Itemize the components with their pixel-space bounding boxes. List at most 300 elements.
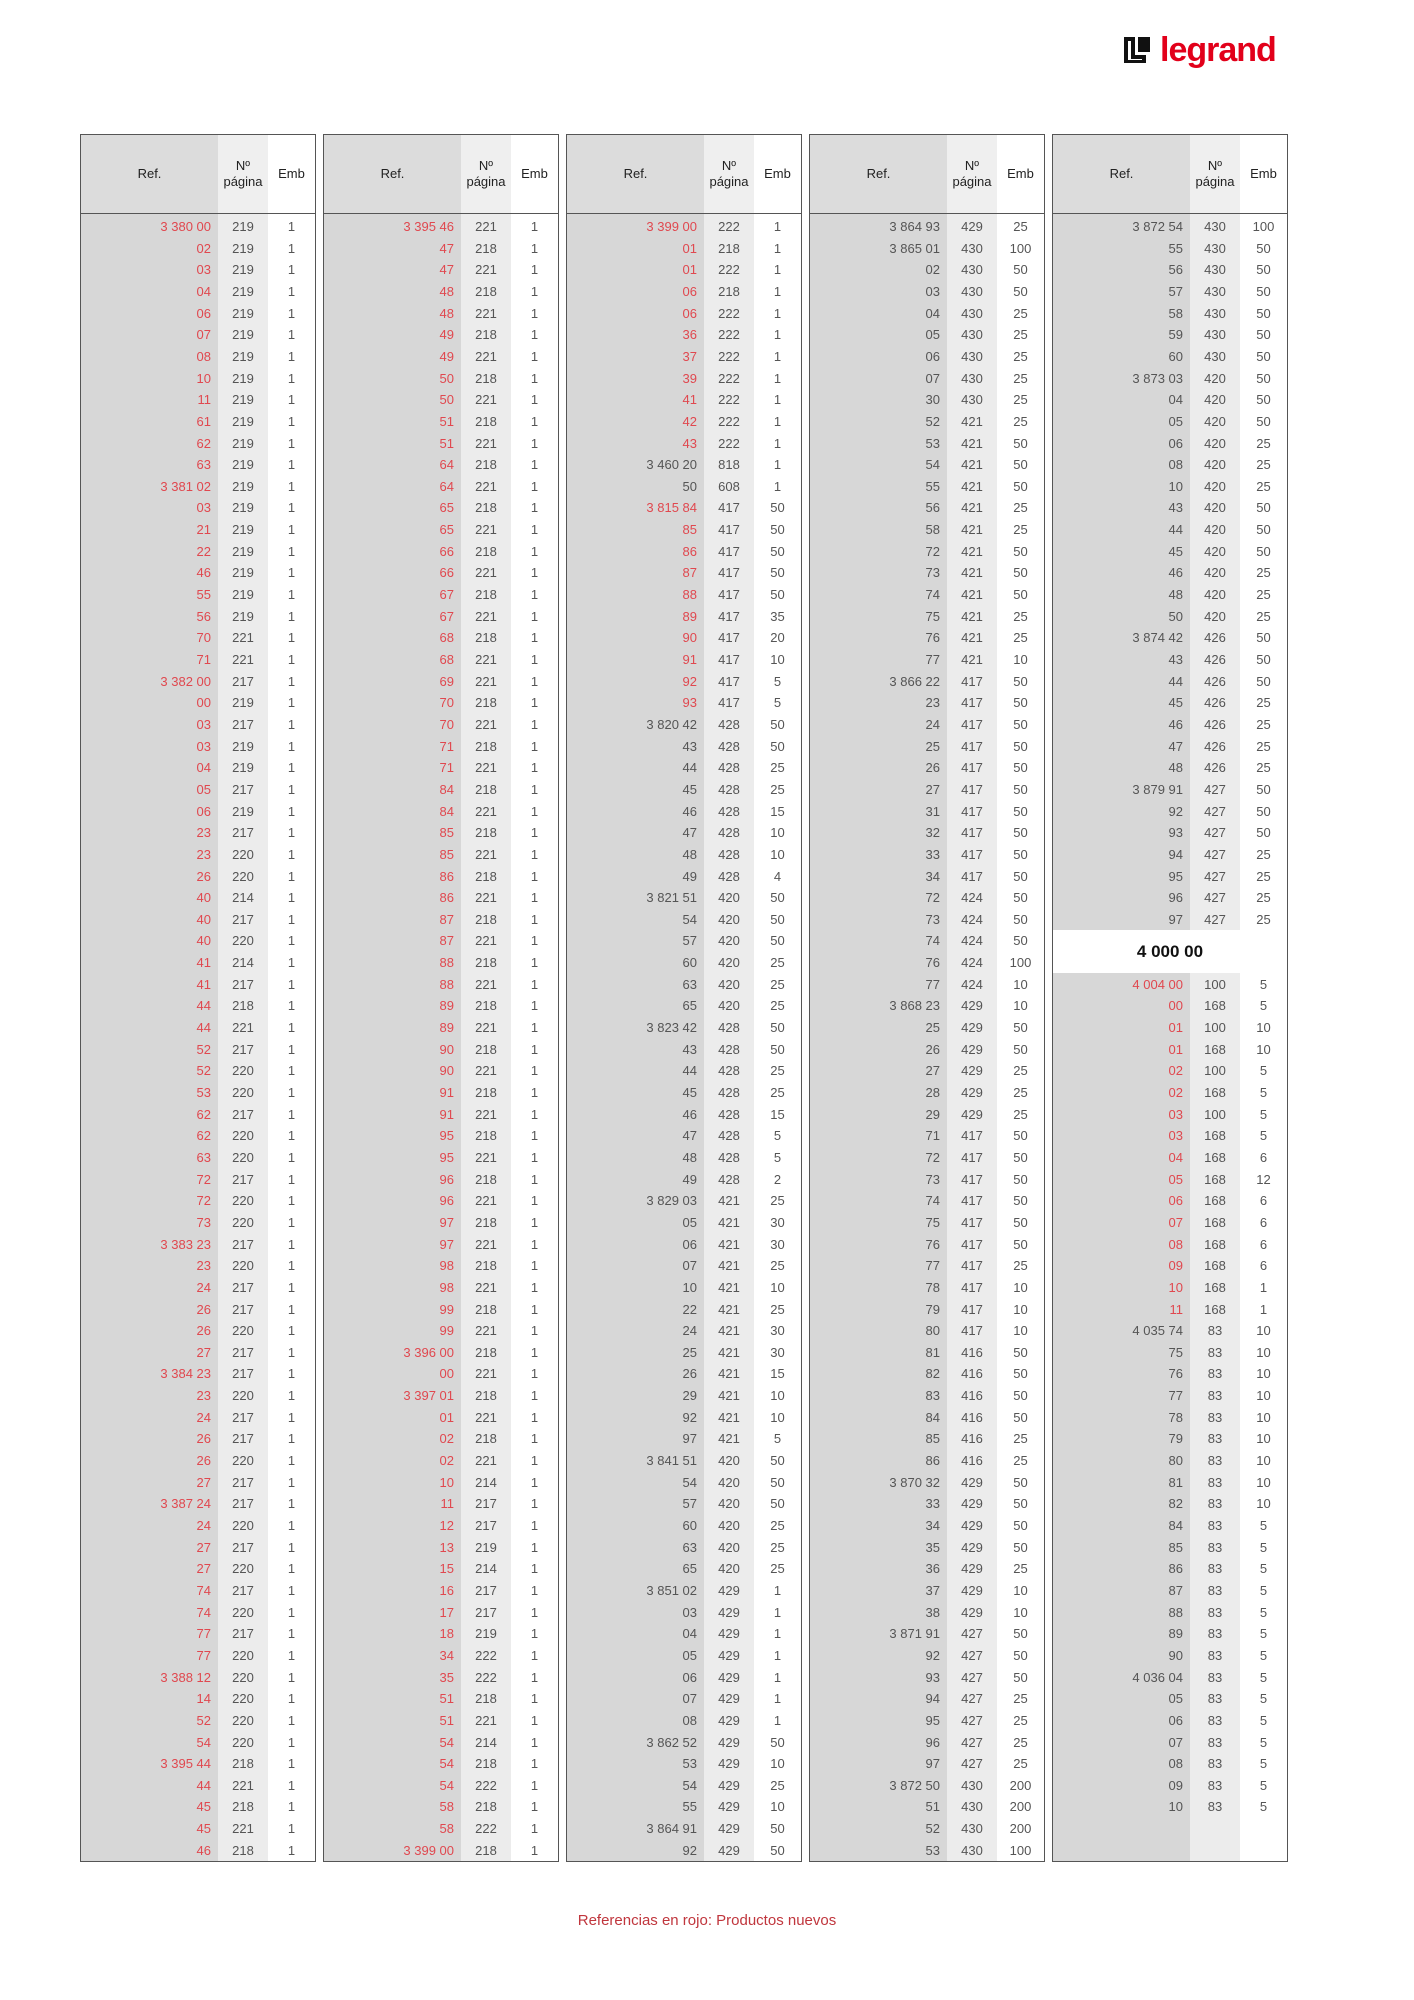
pagina-cell: 219	[232, 435, 254, 451]
ref-cell: 06	[682, 283, 697, 299]
table-row	[324, 1277, 558, 1299]
pagina-cell: 218	[475, 370, 497, 386]
pagina-cell: 427	[1204, 825, 1226, 841]
pagina-cell: 429	[961, 1020, 983, 1036]
ref-cell: 45	[196, 1821, 211, 1837]
table-row	[1053, 541, 1287, 563]
emb-cell: 1	[287, 1691, 296, 1707]
ref-cell: 07	[1168, 1214, 1183, 1230]
ref-cell: 81	[1168, 1474, 1183, 1490]
pagina-cell: 221	[475, 803, 497, 819]
emb-cell: 1	[530, 1821, 539, 1837]
table-row	[1053, 1299, 1287, 1321]
pagina-cell: 221	[475, 565, 497, 581]
ref-cell: 53	[925, 1842, 940, 1858]
pagina-cell: 420	[1204, 435, 1226, 451]
emb-cell: 10	[770, 846, 785, 862]
emb-cell: 25	[1013, 1756, 1028, 1772]
ref-cell: 50	[1168, 608, 1183, 624]
emb-cell: 1	[287, 1128, 296, 1144]
ref-cell: 05	[1168, 413, 1183, 429]
ref-cell: 54	[196, 1734, 211, 1750]
table-row	[1053, 259, 1287, 281]
ref-cell: 93	[925, 1669, 940, 1685]
table-row	[324, 1234, 558, 1256]
table-row	[324, 1493, 558, 1515]
ref-cell: 99	[439, 1301, 454, 1317]
pagina-cell: 221	[475, 1409, 497, 1425]
table-row	[567, 1277, 801, 1299]
ref-cell: 3 460 20	[646, 457, 697, 473]
emb-cell: 1	[287, 1063, 296, 1079]
table-row	[324, 1125, 558, 1147]
emb-cell: 15	[770, 1106, 785, 1122]
emb-cell: 25	[1256, 478, 1271, 494]
pagina-cell: 220	[232, 1734, 254, 1750]
emb-cell: 1	[1259, 1301, 1268, 1317]
table-row	[81, 974, 315, 996]
ref-cell: 44	[682, 760, 697, 776]
table-row	[324, 1147, 558, 1169]
table-row	[81, 497, 315, 519]
ref-cell: 4 036 04	[1132, 1669, 1183, 1685]
emb-cell: 15	[770, 803, 785, 819]
ref-cell: 70	[439, 716, 454, 732]
ref-cell: 97	[439, 1236, 454, 1252]
emb-cell: 10	[1256, 1409, 1271, 1425]
emb-cell: 1	[773, 1604, 782, 1620]
emb-cell: 1	[287, 1149, 296, 1165]
emb-cell: 1	[287, 457, 296, 473]
pagina-cell: 222	[475, 1669, 497, 1685]
table-row	[567, 1580, 801, 1602]
table-row	[1053, 1147, 1287, 1169]
emb-cell: 25	[1256, 457, 1271, 473]
emb-cell: 30	[770, 1344, 785, 1360]
table-row	[567, 1623, 801, 1645]
emb-cell: 1	[530, 1106, 539, 1122]
pagina-cell: 221	[475, 1712, 497, 1728]
pagina-cell: 222	[475, 1647, 497, 1663]
ref-cell: 3 384 23	[160, 1366, 211, 1382]
emb-cell: 10	[1256, 1041, 1271, 1057]
emb-cell: 25	[1013, 630, 1028, 646]
emb-cell: 10	[1256, 1431, 1271, 1447]
emb-cell: 1	[287, 608, 296, 624]
emb-cell: 15	[770, 1366, 785, 1382]
emb-cell: 50	[770, 1474, 785, 1490]
table-row	[567, 649, 801, 671]
ref-cell: 10	[682, 1279, 697, 1295]
ref-cell: 41	[196, 955, 211, 971]
ref-cell: 3 841 51	[646, 1453, 697, 1469]
table-row	[81, 1190, 315, 1212]
emb-cell: 25	[770, 760, 785, 776]
emb-cell: 25	[770, 1063, 785, 1079]
pagina-cell: 417	[961, 673, 983, 689]
emb-cell: 1	[287, 522, 296, 538]
ref-cell: 78	[925, 1279, 940, 1295]
table-row	[324, 303, 558, 325]
pagina-cell: 219	[232, 392, 254, 408]
table-row	[567, 1645, 801, 1667]
pagina-cell: 420	[718, 933, 740, 949]
table-row	[81, 346, 315, 368]
table-row	[81, 1104, 315, 1126]
ref-cell: 51	[439, 413, 454, 429]
ref-cell: 22	[682, 1301, 697, 1317]
pagina-cell: 430	[961, 240, 983, 256]
emb-cell: 1	[773, 348, 782, 364]
table-row	[810, 1234, 1044, 1256]
ref-cell: 3 383 23	[160, 1236, 211, 1252]
emb-cell: 1	[530, 608, 539, 624]
pagina-cell: 222	[718, 327, 740, 343]
emb-cell: 1	[287, 1106, 296, 1122]
pagina-cell: 818	[718, 457, 740, 473]
ref-cell: 45	[196, 1799, 211, 1815]
emb-cell: 1	[287, 1604, 296, 1620]
pagina-cell: 219	[232, 327, 254, 343]
table-row	[1053, 411, 1287, 433]
table-row	[810, 930, 1044, 952]
table-row	[567, 757, 801, 779]
pagina-cell: 420	[718, 998, 740, 1014]
ref-cell: 72	[925, 1149, 940, 1165]
ref-cell: 86	[925, 1453, 940, 1469]
ref-cell: 70	[196, 630, 211, 646]
pagina-cell: 429	[961, 1582, 983, 1598]
table-row	[324, 1472, 558, 1494]
pagina-cell: 427	[1204, 803, 1226, 819]
table-row	[324, 324, 558, 346]
pagina-cell: 83	[1207, 1777, 1223, 1793]
emb-cell: 1	[287, 1388, 296, 1404]
pagina-cell: 421	[961, 587, 983, 603]
pagina-cell: 426	[1204, 695, 1226, 711]
pagina-cell: 430	[961, 348, 983, 364]
emb-cell: 1	[530, 1171, 539, 1187]
ref-cell: 95	[925, 1712, 940, 1728]
emb-cell: 25	[1013, 1085, 1028, 1100]
ref-cell: 23	[196, 846, 211, 862]
table-row	[81, 627, 315, 649]
table-row	[810, 1385, 1044, 1407]
table-row	[81, 1125, 315, 1147]
pagina-cell: 218	[232, 998, 254, 1014]
pagina-cell: 420	[718, 1539, 740, 1555]
table-row	[81, 1688, 315, 1710]
table-row	[324, 1104, 558, 1126]
pagina-cell: 428	[718, 1128, 740, 1144]
table-row	[810, 714, 1044, 736]
table-row	[324, 1775, 558, 1797]
ref-cell: 01	[1168, 1041, 1183, 1057]
ref-cell: 3 862 52	[646, 1734, 697, 1750]
table-row	[81, 368, 315, 390]
pagina-cell: 417	[961, 1193, 983, 1209]
emb-cell: 5	[1259, 1518, 1268, 1533]
pagina-cell: 416	[961, 1453, 983, 1469]
pagina-cell: 421	[718, 1193, 740, 1209]
pagina-cell: 417	[961, 716, 983, 732]
table-row	[567, 1796, 801, 1818]
pagina-cell: 217	[232, 1626, 254, 1642]
emb-cell: 1	[287, 998, 296, 1014]
table-row	[810, 779, 1044, 801]
emb-cell: 25	[1013, 1063, 1028, 1079]
pagina-cell: 430	[1204, 348, 1226, 364]
ref-cell: 35	[439, 1669, 454, 1685]
emb-cell: 50	[1013, 478, 1028, 494]
pagina-cell: 427	[1204, 846, 1226, 862]
table-row	[567, 1775, 801, 1797]
pagina-cell: 83	[1207, 1539, 1223, 1555]
pagina-cell: 222	[475, 1821, 497, 1837]
ref-cell: 74	[196, 1582, 211, 1598]
table-row	[1053, 1537, 1287, 1559]
pagina-cell: 420	[1204, 565, 1226, 581]
ref-cell: 07	[1168, 1734, 1183, 1750]
pagina-cell: 218	[232, 1756, 254, 1772]
ref-cell: 71	[439, 760, 454, 776]
emb-cell: 1	[530, 1539, 539, 1555]
table-row	[1053, 1407, 1287, 1429]
table-row	[81, 1342, 315, 1364]
table-row	[1053, 1125, 1287, 1147]
ref-cell: 82	[925, 1366, 940, 1382]
table-row	[810, 1818, 1044, 1840]
table-row	[81, 1039, 315, 1061]
pagina-cell: 217	[232, 1344, 254, 1360]
table-row	[567, 324, 801, 346]
table-row	[324, 822, 558, 844]
table-row	[1053, 216, 1287, 238]
ref-cell: 50	[682, 478, 697, 494]
pagina-cell: 221	[475, 846, 497, 862]
pagina-cell: 218	[475, 1128, 497, 1144]
table-row	[567, 1558, 801, 1580]
pagina-cell: 417	[961, 1301, 983, 1317]
ref-cell: 48	[439, 305, 454, 321]
ref-cell: 85	[439, 846, 454, 862]
ref-cell: 05	[682, 1214, 697, 1230]
table-row	[324, 1017, 558, 1039]
footer-note: Referencias en rojo: Productos nuevos	[577, 1912, 837, 1929]
header-emb: Emb	[268, 135, 315, 213]
ref-cell: 84	[439, 803, 454, 819]
ref-cell: 40	[196, 933, 211, 949]
table-row	[567, 1255, 801, 1277]
ref-cell: 21	[196, 522, 211, 538]
table-row	[1053, 1515, 1287, 1537]
ref-cell: 63	[196, 457, 211, 473]
ref-cell: 3 395 46	[403, 219, 454, 234]
ref-cell: 75	[1168, 1344, 1183, 1360]
pagina-cell: 429	[718, 1842, 740, 1858]
ref-cell: 92	[682, 673, 697, 689]
emb-cell: 1	[287, 1020, 296, 1036]
table-row	[567, 1407, 801, 1429]
pagina-cell: 429	[718, 1582, 740, 1598]
pagina-cell: 421	[718, 1214, 740, 1230]
table-row	[567, 1147, 801, 1169]
emb-cell: 1	[773, 1669, 782, 1685]
ref-cell: 43	[682, 435, 697, 451]
table-row	[567, 454, 801, 476]
table-row	[1053, 736, 1287, 758]
table-row	[810, 519, 1044, 541]
table-row	[1053, 1753, 1287, 1775]
table-row	[810, 1363, 1044, 1385]
emb-cell: 100	[1009, 1842, 1032, 1858]
emb-cell: 1	[287, 1085, 296, 1100]
pagina-cell: 427	[961, 1756, 983, 1772]
table-row	[81, 454, 315, 476]
pagina-cell: 214	[475, 1561, 497, 1577]
emb-cell: 1	[530, 955, 539, 971]
ref-cell: 3 387 24	[160, 1496, 211, 1512]
ref-cell: 3 864 91	[646, 1821, 697, 1837]
emb-cell: 10	[1013, 1301, 1028, 1317]
pagina-cell: 217	[232, 911, 254, 927]
pagina-cell: 221	[475, 219, 497, 234]
emb-cell: 50	[1013, 262, 1028, 278]
ref-cell: 57	[1168, 283, 1183, 299]
pagina-cell: 430	[1204, 327, 1226, 343]
pagina-cell: 421	[961, 652, 983, 667]
table-row	[81, 1840, 315, 1862]
ref-cell: 3 395 44	[160, 1756, 211, 1772]
pagina-cell: 220	[232, 1691, 254, 1707]
emb-cell: 50	[1013, 933, 1028, 949]
table-row	[81, 1428, 315, 1450]
table-row	[324, 844, 558, 866]
pagina-cell: 430	[961, 370, 983, 386]
ref-cell: 40	[196, 890, 211, 906]
table-row	[324, 1840, 558, 1862]
emb-cell: 25	[1256, 565, 1271, 581]
emb-cell: 5	[1259, 1626, 1268, 1642]
pagina-cell: 429	[718, 1821, 740, 1837]
pagina-cell: 222	[718, 348, 740, 364]
table-row	[810, 866, 1044, 888]
pagina-cell: 429	[718, 1626, 740, 1642]
ref-cell: 54	[682, 911, 697, 927]
pagina-cell: 420	[1204, 543, 1226, 559]
emb-cell: 1	[530, 1561, 539, 1577]
ref-cell: 3 870 32	[889, 1474, 940, 1490]
ref-cell: 02	[439, 1453, 454, 1469]
ref-cell: 72	[925, 890, 940, 906]
pagina-cell: 421	[718, 1344, 740, 1360]
ref-cell: 46	[196, 1842, 211, 1858]
emb-cell: 1	[530, 392, 539, 408]
pagina-cell: 168	[1204, 1279, 1226, 1295]
ref-cell: 46	[1168, 716, 1183, 732]
emb-cell: 50	[1013, 1626, 1028, 1642]
emb-cell: 1	[530, 543, 539, 559]
ref-cell: 27	[925, 1063, 940, 1079]
ref-cell: 56	[1168, 262, 1183, 278]
pagina-cell: 221	[475, 522, 497, 538]
emb-cell: 1	[287, 1236, 296, 1252]
emb-cell: 50	[1013, 1171, 1028, 1187]
ref-cell: 45	[1168, 695, 1183, 711]
emb-cell: 50	[1013, 1409, 1028, 1425]
pagina-cell: 416	[961, 1344, 983, 1360]
table-row	[324, 584, 558, 606]
emb-cell: 6	[1259, 1149, 1268, 1165]
table-row	[1053, 497, 1287, 519]
header-pagina	[461, 135, 511, 213]
emb-cell: 50	[1256, 392, 1271, 408]
pagina-cell: 218	[475, 1301, 497, 1317]
pagina-cell: 424	[961, 890, 983, 906]
pagina-cell: 420	[1204, 587, 1226, 603]
pagina-cell: 219	[475, 1539, 497, 1555]
table-row	[810, 1602, 1044, 1624]
ref-cell: 86	[682, 543, 697, 559]
emb-cell: 1	[287, 413, 296, 429]
pagina-cell: 417	[718, 543, 740, 559]
emb-cell: 50	[1256, 305, 1271, 321]
table-row	[810, 1320, 1044, 1342]
table-row	[1053, 562, 1287, 584]
ref-cell: 33	[925, 1496, 940, 1512]
pagina-cell: 218	[475, 1171, 497, 1187]
table-row	[81, 1537, 315, 1559]
ref-cell: 73	[925, 911, 940, 927]
table-row	[1053, 281, 1287, 303]
ref-cell: 98	[439, 1258, 454, 1274]
emb-cell: 10	[770, 1409, 785, 1425]
table-row	[81, 1299, 315, 1321]
table-row	[567, 671, 801, 693]
table-row	[81, 1017, 315, 1039]
ref-cell: 74	[196, 1604, 211, 1620]
table-row	[567, 216, 801, 238]
pagina-cell: 222	[718, 413, 740, 429]
pagina-cell: 429	[961, 1604, 983, 1620]
emb-cell: 10	[1256, 1020, 1271, 1036]
ref-cell: 86	[439, 890, 454, 906]
table-row	[1053, 1493, 1287, 1515]
table-row	[567, 1753, 801, 1775]
emb-cell: 1	[530, 716, 539, 732]
pagina-cell: 420	[718, 1496, 740, 1512]
table-row	[81, 1407, 315, 1429]
table-row	[81, 866, 315, 888]
table-row	[567, 562, 801, 584]
emb-cell: 1	[1259, 1279, 1268, 1295]
table-row	[810, 1104, 1044, 1126]
emb-cell: 50	[1013, 1496, 1028, 1512]
table-row	[810, 844, 1044, 866]
pagina-cell: 427	[961, 1712, 983, 1728]
ref-cell: 90	[1168, 1647, 1183, 1663]
emb-cell: 10	[1256, 1323, 1271, 1339]
ref-cell: 56	[196, 608, 211, 624]
emb-cell: 1	[530, 240, 539, 256]
table-row	[1053, 1645, 1287, 1667]
pagina-cell: 222	[718, 219, 740, 234]
emb-cell: 5	[773, 673, 782, 689]
pagina-cell: 429	[718, 1756, 740, 1772]
emb-cell: 1	[773, 413, 782, 429]
table-row	[567, 736, 801, 758]
ref-cell: 71	[196, 652, 211, 667]
